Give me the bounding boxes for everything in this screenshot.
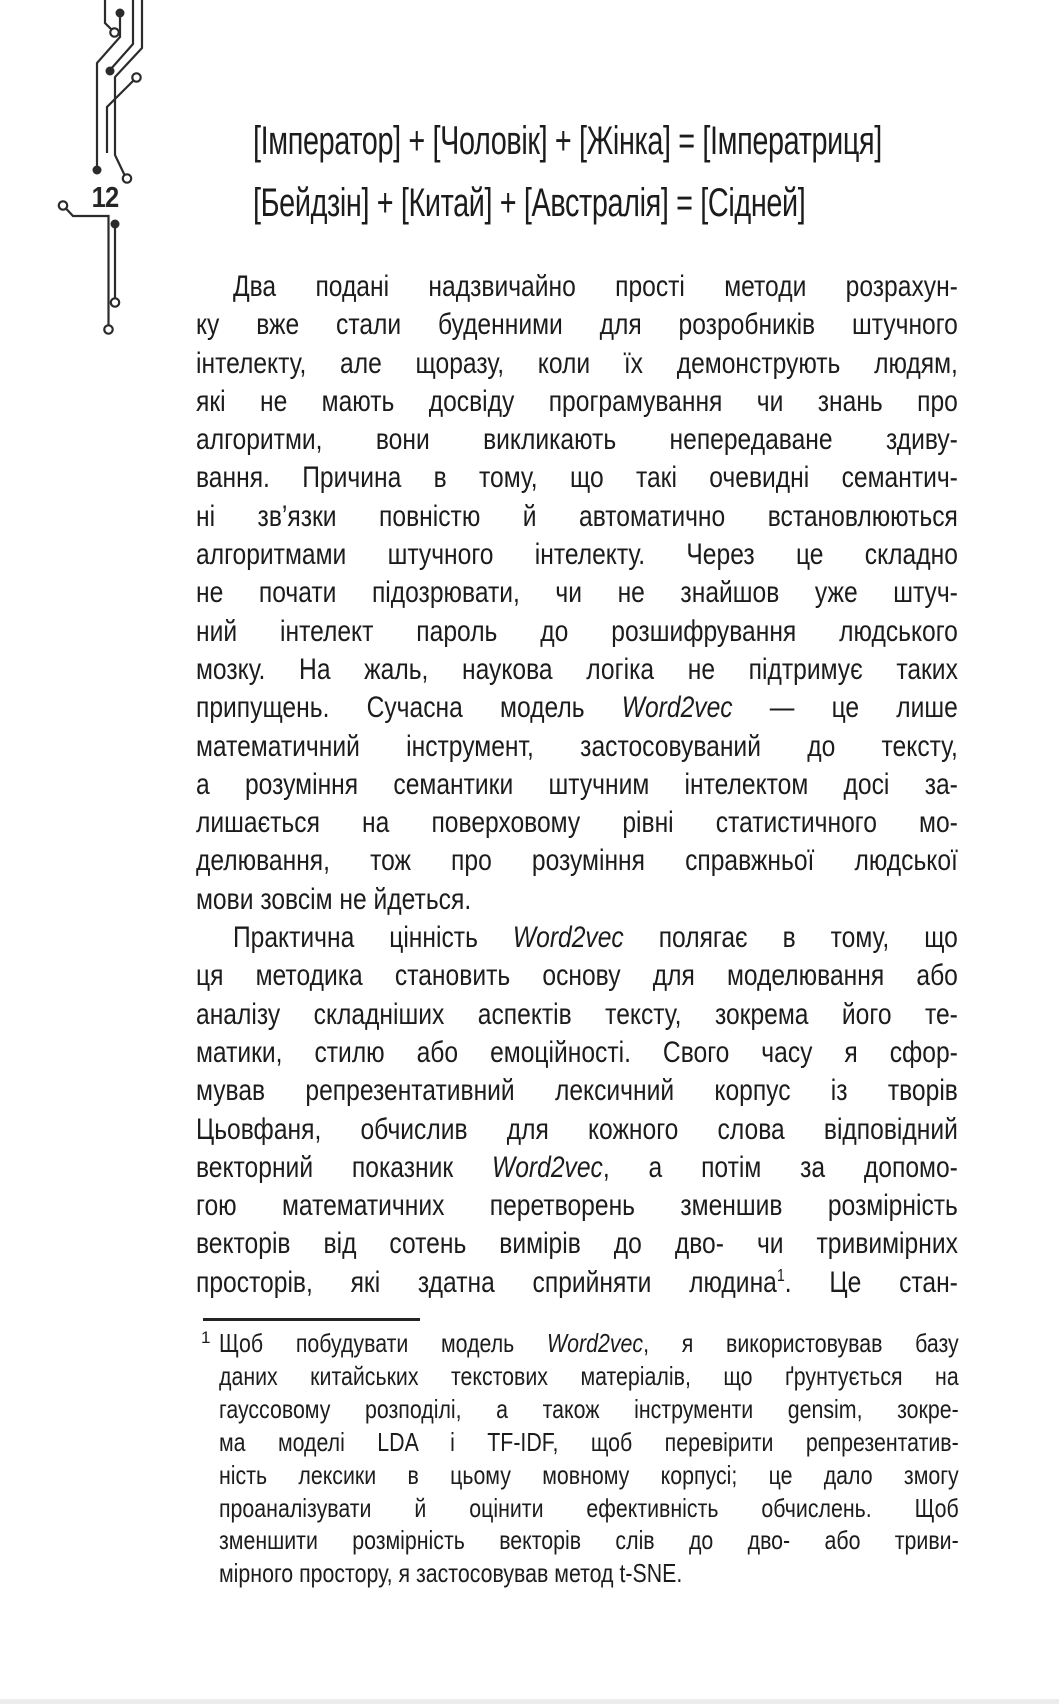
text-line: зменшити розмірність векторів слів до дво- або триви- (219, 1525, 959, 1556)
text-line: даних китайських текстових матеріалів, що ґрунтується на (219, 1360, 959, 1391)
text-line: Цьовфаня, обчислив для кожного слова відповідний (196, 1112, 958, 1146)
text-line: делювання, тож про розуміння справжньої людської (196, 844, 958, 878)
circuit-decoration-graphic (0, 0, 160, 340)
text-line: не почати підозрювати, чи не знайшов уже штуч- (196, 576, 958, 610)
body-text (196, 268, 958, 1302)
text-line: ма моделі LDA і TF-IDF, щоб перевірити репрезентатив- (219, 1426, 959, 1457)
footnote-rule (203, 1318, 420, 1321)
text-line: гауссовому розподілі, а також інструменти gensim, зокре- (219, 1393, 959, 1424)
text-line: мозку. На жаль, наукова логіка не підтримує таких (196, 652, 958, 686)
footnote-marker: 1 (201, 1328, 211, 1347)
text-line: Щоб побудувати модель Word2vec, я використовував базу (219, 1328, 959, 1358)
text-line: які не мають досвіду програмування чи знань про (196, 384, 958, 418)
text-line: математичний інструмент, застосовуваний до тексту, (196, 729, 958, 763)
text-line: мови зовсім не йдеться. (196, 882, 472, 916)
formula-line-beijing: [Бейдзін] + [Китай] + [Австралія] = [Сідней] (253, 181, 806, 225)
text-line: мував репрезентативний лексичний корпус із творів (196, 1074, 958, 1108)
footnote-text (219, 1327, 959, 1590)
text-line: матики, стилю або емоційності. Свого часу я сфор- (196, 1035, 958, 1069)
text-line: аналізу складніших аспектів тексту, зокрема його те- (196, 997, 958, 1031)
text-line: векторів від сотень вимірів до дво- чи тривимірних (196, 1227, 958, 1261)
text-line: а розуміння семантики штучним інтелектом досі за- (196, 767, 958, 801)
text-line: ця методика становить основу для моделювання або (196, 959, 958, 993)
text-line: ний інтелект пароль до розшифрування людського (196, 614, 958, 648)
text-line: проаналізувати й оцінити ефективність обчислень. Щоб (219, 1492, 959, 1523)
text-line: гою математичних перетворень зменшив розмірність (196, 1189, 958, 1223)
bottom-edge-bar (0, 1699, 1059, 1704)
formula-line-emperor: [Імператор] + [Чоловік] + [Жінка] = [Імператриця] (253, 119, 882, 163)
text-line: мірного простору, я застосовував метод t-SNE. (219, 1558, 683, 1589)
text-line: алгоритми, вони викликають непередаване здиву- (196, 423, 958, 457)
text-line: Практична цінність Word2vec полягає в тому, що (232, 921, 958, 955)
text-line: просторів, які здатна сприйняти людина$^1$. Це стан- (196, 1264, 958, 1299)
text-line: припущень. Сучасна модель Word2vec — це лише (196, 691, 958, 725)
page-number: 12 (91, 182, 119, 214)
text-line: ні зв’язки повністю й автоматично встановлюються (196, 499, 958, 533)
text-line: ку вже стали буденними для розробників штучного (196, 308, 958, 342)
text-line: алгоритмами штучного інтелекту. Через це складно (196, 538, 958, 572)
text-line: лишається на поверховому рівні статистичного мо- (196, 806, 958, 840)
text-line: інтелекту, але щоразу, коли їх демонструють людям, (196, 346, 958, 380)
text-line: ність лексики в цьому мовному корпусі; це дало змогу (219, 1459, 959, 1490)
text-line: Два подані надзвичайно прості методи розрахун- (232, 270, 958, 303)
text-line: векторний показник Word2vec, а потім за допомо- (196, 1150, 958, 1184)
text-line: вання. Причина в тому, що такі очевидні семантич- (196, 461, 958, 495)
